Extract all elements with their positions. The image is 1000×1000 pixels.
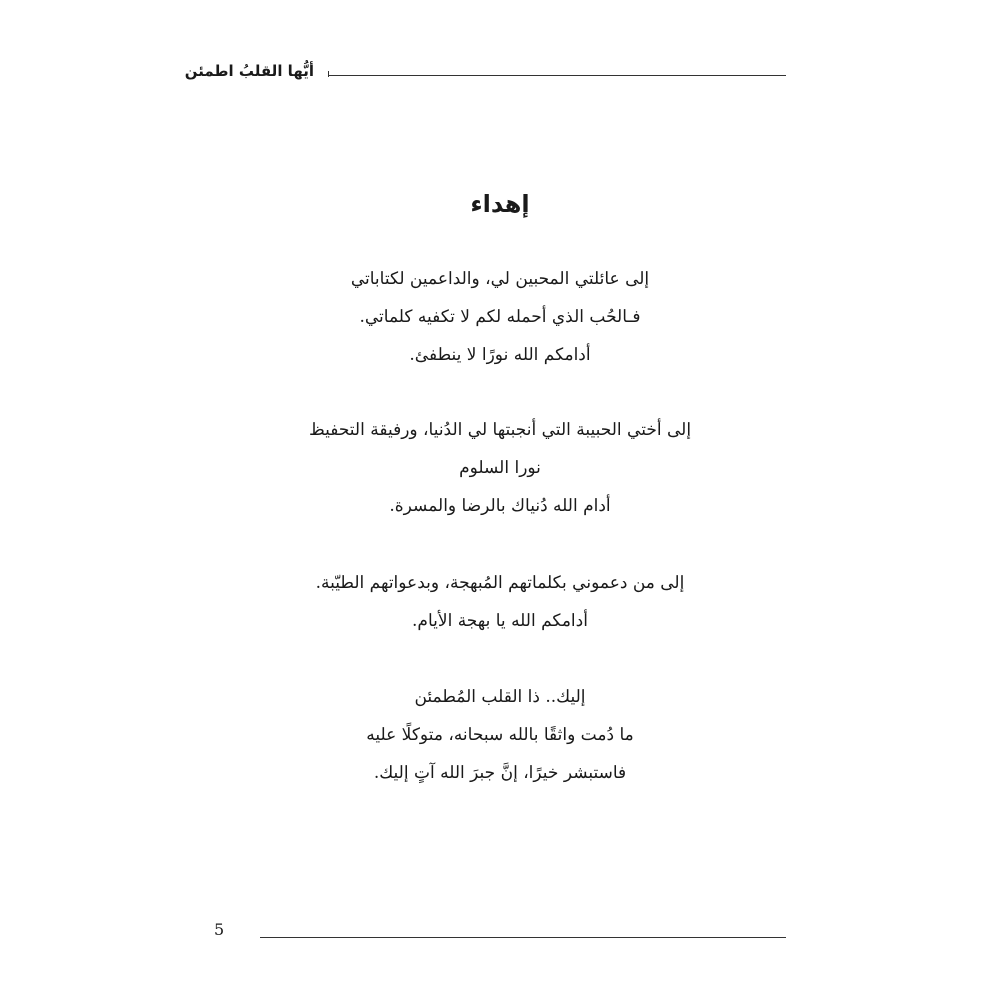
dedication-heading: إهداء [470,190,530,218]
dedication-stanza-reader [200,678,800,792]
stanza-line: أدام الله دُنياك بالرضا والمسرة. [389,496,611,516]
stanza-line: أدامكم الله يا بهجة الأيام. [412,611,588,631]
stanza-line: فاستبشر خيرًا، إنَّ جبرَ الله آتٍ إليك. [373,763,627,783]
dedication-stanza-supporters [200,564,800,640]
footer-rule [260,937,786,938]
dedication-stanza-sister [200,411,800,525]
stanza-line: أدامكم الله نورًا لا ينطفئ. [409,345,591,365]
running-header-title: أيُّها القلبُ اطمئن [184,62,314,80]
stanza-line: إلى من دعموني بكلماتهم المُبهجة، وبدعواتهم الطيّبة. [315,573,685,593]
page-footer [210,920,786,950]
dedication-stanza-family [200,260,800,374]
stanza-line: إلى عائلتي المحبين لي، والداعمين لكتاباتي [350,269,650,289]
stanza-line: نورا السلوم [459,458,541,478]
page-number: 5 [214,920,225,939]
header-rule [329,75,786,76]
running-header [184,58,786,88]
header-rule-tick [328,71,329,77]
stanza-line: إليك.. ذا القلب المُطمئن [414,687,586,707]
stanza-line: فـالحُب الذي أحمله لكم لا تكفيه كلماتي. [359,307,641,327]
stanza-line: ما دُمت واثقًا بالله سبحانه، متوكلًا عليه [366,725,634,745]
stanza-line: إلى أختي الحبيبة التي أنجبتها لي الدُنيا، ورفيقة التحفيظ [308,420,692,440]
